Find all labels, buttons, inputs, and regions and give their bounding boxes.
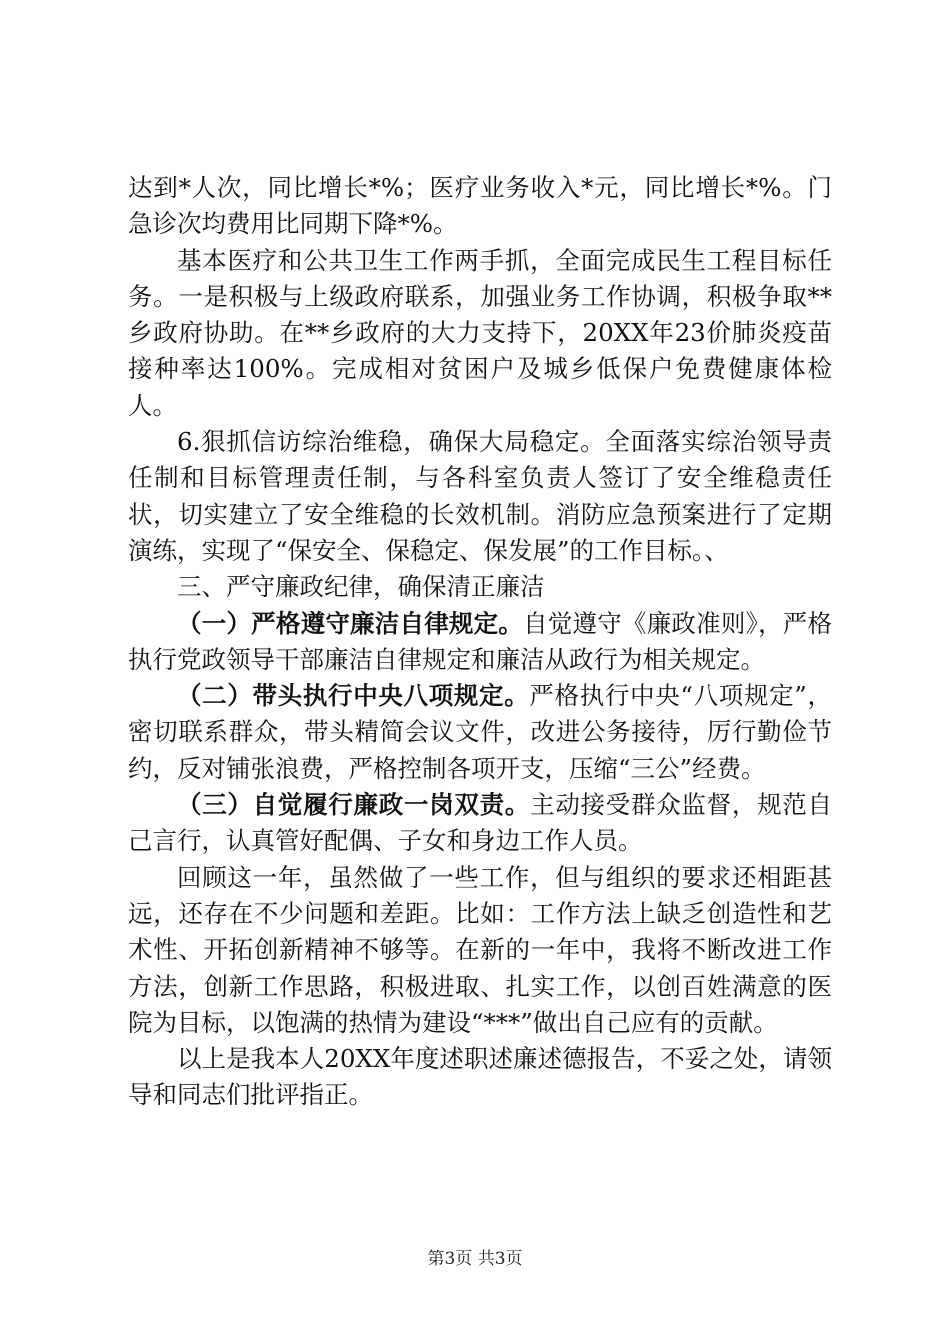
paragraph-continuation: 达到*人次，同比增长*%；医疗业务收入*元，同比增长*%。门急诊次均费用比同期下降*%。: [128, 173, 832, 239]
paragraph-review: 回顾这一年，虽然做了一些工作，但与组织的要求还相距甚远，还存在不少问题和差距。比如：工作方法上缺乏创造性和艺术性、开拓创新精神不够等。在新的一年中，我将不断改进工作方法，创新工作思路，积极进取、扎实工作，以创百姓满意的医院为目标，以饱满的热情为建设“***”做出自己应有的贡献。: [128, 862, 832, 1037]
item-1-text: 自觉遵守《廉政准则》，严格执行党政领导干部廉洁自律规定和廉洁从政行为相关规定。: [128, 608, 833, 674]
item-1: [128, 606, 832, 679]
paragraph-stability: 6.狠抓信访综治维稳，确保大局稳定。全面落实综治领导责任制和目标管理责任制，与各科室负责人签订了安全维稳责任状，切实建立了安全维稳的长效机制。消防应急预案进行了定期演练，实现了“保安全、保稳定、保发展”的工作目标。、: [128, 427, 832, 565]
document-body: [128, 170, 832, 1114]
item-2-heading: （二）带头执行中央八项规定。: [177, 681, 530, 711]
section-heading: 三、严守廉政纪律，确保清正廉洁: [177, 572, 545, 602]
item-1-heading: （一）严格遵守廉洁自律规定。: [177, 608, 524, 638]
item-2-text: 严格执行中央“八项规定”，密切联系群众，带头精简会议文件，改进公务接待，厉行勤俭节约，反对铺张浪费，严格控制各项开支，压缩“三公”经费。: [128, 681, 832, 783]
paragraph-basic-medical: 基本医疗和公共卫生工作两手抓，全面完成民生工程目标任务。一是积极与上级政府联系，加强业务工作协调，积极争取**乡政府协助。在**乡政府的大力支持下，20XX年23价肺炎疫苗接种率达100%。完成相对贫困户及城乡低保户免费健康体检人。: [128, 245, 832, 420]
page-number-footer: 第3页 共3页: [427, 1249, 523, 1269]
item-3-text: 主动接受群众监督，规范自己言行，认真管好配偶、子女和身边工作人员。: [128, 790, 833, 856]
item-3: [128, 787, 832, 860]
item-2: [128, 678, 832, 787]
item-3-heading: （三）自觉履行廉政一岗双责。: [177, 790, 531, 820]
paragraph-conclusion: 以上是我本人20XX年度述职述廉述德报告，不妥之处，请领导和同志们批评指正。: [128, 1044, 832, 1110]
